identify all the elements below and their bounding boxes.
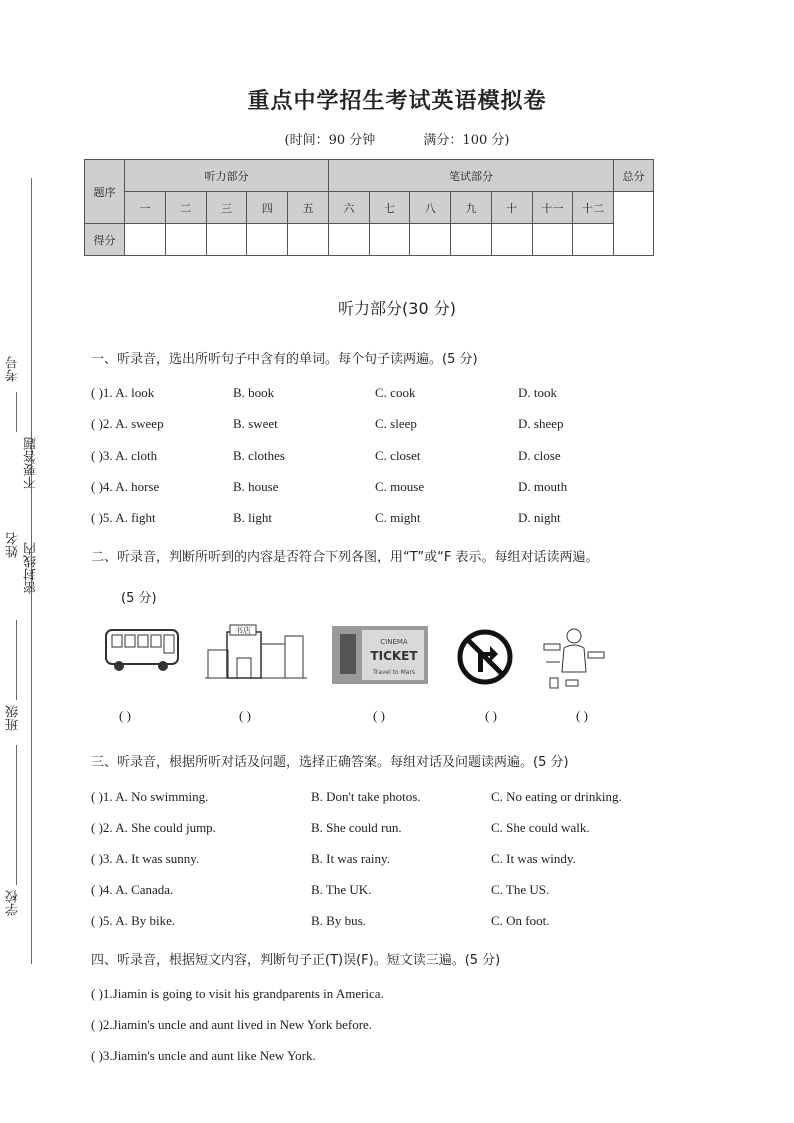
score-cell[interactable]: [573, 224, 614, 256]
q1-option-d[interactable]: D. took: [518, 385, 557, 400]
col-num: 三: [206, 192, 247, 224]
q3-option-a[interactable]: ( )2. A. She could jump.: [91, 820, 216, 835]
seal-line-label: 密封线内: [24, 542, 39, 594]
q1-item: [91, 510, 731, 530]
q1-item: [91, 479, 731, 499]
col-num: 九: [451, 192, 492, 224]
q4-item: [91, 1017, 731, 1037]
q3-option-b[interactable]: B. She could run.: [311, 820, 402, 835]
q3-option-b[interactable]: B. The UK.: [311, 882, 372, 897]
q1-option-c[interactable]: C. might: [375, 510, 421, 525]
q3-item: [91, 882, 731, 902]
q4-statement[interactable]: ( )2.Jiamin's uncle and aunt lived in New York before.: [91, 1017, 373, 1032]
ticket-label: TICKET: [370, 649, 418, 663]
q1-option-a[interactable]: ( )2. A. sweep: [91, 416, 164, 431]
listening-group: 听力部分: [125, 160, 329, 192]
score-cell[interactable]: [451, 224, 492, 256]
q1-item: [91, 448, 731, 468]
q1-option-d[interactable]: D. sheep: [518, 416, 564, 431]
store-sign: 书店: [235, 626, 251, 635]
score-cell[interactable]: [491, 224, 532, 256]
score-cell[interactable]: [410, 224, 451, 256]
col-num: 五: [288, 192, 329, 224]
col-num: 十: [491, 192, 532, 224]
q3-option-a[interactable]: ( )4. A. Canada.: [91, 882, 174, 897]
q3-option-c[interactable]: C. It was windy.: [491, 851, 576, 866]
ticket-picture: [332, 622, 428, 686]
class-field[interactable]: [16, 745, 31, 885]
q1-option-b[interactable]: B. sweet: [233, 416, 278, 431]
q4-title: 四、听录音，根据短文内容，判断句子正(T)误(F)。短文读三遍。(5 分): [91, 953, 501, 968]
score-cell[interactable]: [206, 224, 247, 256]
page-title: 重点中学招生考试英语模拟卷: [247, 88, 547, 114]
q3-option-a[interactable]: ( )5. A. By bike.: [91, 913, 176, 928]
score-label: 得分: [85, 224, 125, 256]
no-answer-label: 不要答题: [24, 437, 39, 489]
full-score: 满分：100 分): [423, 133, 510, 148]
q3-option-a[interactable]: ( )1. A. No swimming.: [91, 789, 209, 804]
col-num: 八: [410, 192, 451, 224]
col-num: 四: [247, 192, 288, 224]
q2-title: 二、听录音，判断所听到的内容是否符合下列各图，用“T”或“F 表示。每组对话读两遍。: [91, 550, 599, 565]
q3-option-c[interactable]: C. She could walk.: [491, 820, 590, 835]
q2-answer-blank[interactable]: ( ): [373, 708, 385, 723]
q1-title: 一、听录音，选出所听句子中含有的单词。每个句子读两遍。(5 分): [91, 352, 478, 367]
score-cell[interactable]: [125, 224, 166, 256]
q1-option-a[interactable]: ( )1. A. look: [91, 385, 155, 400]
time-limit: (时间：90 分钟: [284, 133, 376, 148]
q3-option-c[interactable]: C. On foot.: [491, 913, 550, 928]
q1-option-c[interactable]: C. sleep: [375, 416, 417, 431]
q1-option-a[interactable]: ( )5. A. fight: [91, 510, 156, 525]
q2-answer-blank[interactable]: ( ): [485, 708, 497, 723]
exam-number-label: 考号: [6, 356, 21, 382]
score-cell[interactable]: [288, 224, 329, 256]
q1-option-d[interactable]: D. night: [518, 510, 561, 525]
q1-option-d[interactable]: D. close: [518, 448, 561, 463]
q1-option-c[interactable]: C. cook: [375, 385, 416, 400]
q3-item: [91, 820, 731, 840]
score-cell[interactable]: [247, 224, 288, 256]
q3-item: [91, 789, 731, 809]
listening-heading: 听力部分(30 分): [338, 299, 456, 318]
q3-title: 三、听录音，根据所听对话及问题，选择正确答案。每组对话及问题读两遍。(5 分): [91, 755, 569, 770]
ticket-destination: Travel to Mars: [372, 669, 416, 676]
person-eating-picture: [540, 622, 608, 692]
score-cell[interactable]: [165, 224, 206, 256]
q3-option-c[interactable]: C. No eating or drinking.: [491, 789, 622, 804]
q2-answer-blank[interactable]: ( ): [239, 708, 251, 723]
name-field[interactable]: [16, 620, 31, 700]
exam-info: [0, 129, 794, 148]
q3-item: [91, 851, 731, 871]
q1-option-d[interactable]: D. mouth: [518, 479, 568, 494]
q3-option-b[interactable]: B. By bus.: [311, 913, 366, 928]
col-num: 十二: [573, 192, 614, 224]
q3-item: [91, 913, 731, 933]
header-label: 题序: [85, 160, 125, 224]
total-label: 总分: [614, 160, 654, 192]
ticket-cinema-label: CINEMA: [380, 638, 408, 646]
q3-option-b[interactable]: B. It was rainy.: [311, 851, 390, 866]
q2-points: (5 分): [121, 591, 157, 606]
q1-item: [91, 416, 731, 436]
q4-item: [91, 986, 731, 1006]
col-num: 六: [329, 192, 370, 224]
q1-option-b[interactable]: B. book: [233, 385, 275, 400]
score-cell[interactable]: [329, 224, 370, 256]
q1-option-b[interactable]: B. light: [233, 510, 273, 525]
total-score-cell[interactable]: [614, 192, 654, 256]
col-num: 一: [125, 192, 166, 224]
q2-answer-blank[interactable]: ( ): [119, 708, 131, 723]
col-num: 十一: [532, 192, 573, 224]
q1-option-a[interactable]: ( )3. A. cloth: [91, 448, 158, 463]
score-table: [84, 159, 654, 256]
q3-option-c[interactable]: C. The US.: [491, 882, 550, 897]
q1-item: [91, 385, 731, 405]
score-cell[interactable]: [532, 224, 573, 256]
q4-item: [91, 1048, 731, 1068]
no-right-turn-sign: [456, 622, 514, 690]
school-label: 学校: [6, 890, 21, 916]
col-num: 七: [369, 192, 410, 224]
col-num: 二: [165, 192, 206, 224]
q1-option-b[interactable]: B. clothes: [233, 448, 285, 463]
class-label: 班级: [6, 705, 21, 731]
q2-answer-blank[interactable]: ( ): [576, 708, 588, 723]
q3-option-a[interactable]: ( )3. A. It was sunny.: [91, 851, 200, 866]
q4-statement[interactable]: ( )1.Jiamin is going to visit his grandparents in America.: [91, 986, 384, 1001]
q4-statement[interactable]: ( )3.Jiamin's uncle and aunt like New York.: [91, 1048, 316, 1063]
exam-number-field[interactable]: [16, 392, 31, 432]
bus-picture: [103, 622, 181, 678]
q1-option-c[interactable]: C. closet: [375, 448, 421, 463]
q3-option-b[interactable]: B. Don't take photos.: [311, 789, 421, 804]
bookstore-picture: [205, 622, 307, 682]
q1-option-c[interactable]: C. mouse: [375, 479, 425, 494]
q1-option-b[interactable]: B. house: [233, 479, 279, 494]
name-label: 姓名: [6, 532, 21, 558]
q1-option-a[interactable]: ( )4. A. horse: [91, 479, 160, 494]
score-cell[interactable]: [369, 224, 410, 256]
writing-group: 笔试部分: [329, 160, 614, 192]
